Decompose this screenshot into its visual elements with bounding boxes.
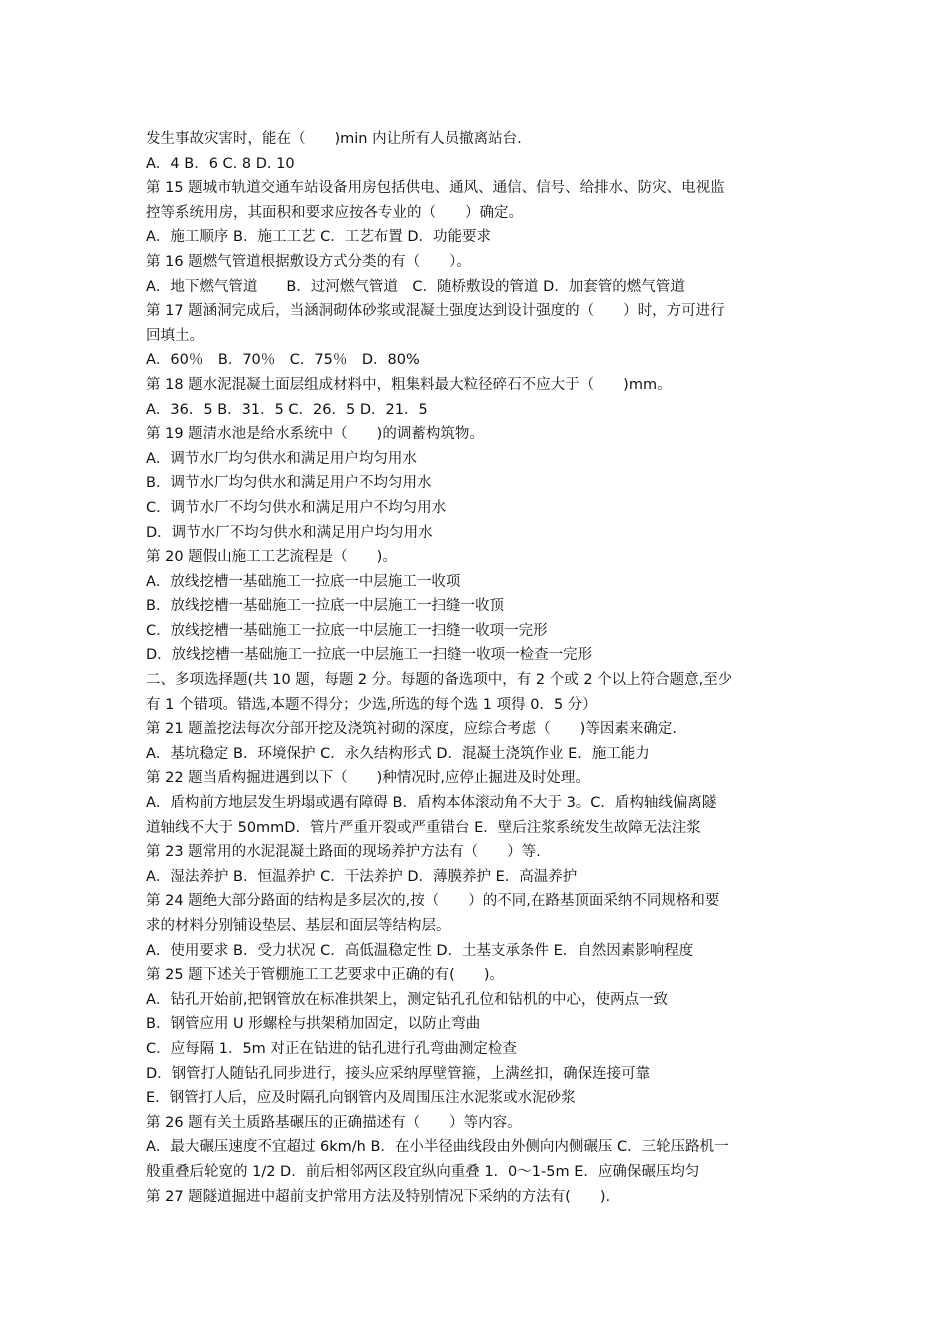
answer-option: C．应每隔 1．5m 对正在钻进的钻孔进行孔弯曲测定检查 <box>146 1040 517 1057</box>
answer-option: D．调节水厂不均匀供水和满足用户均匀用水 <box>146 524 433 541</box>
answer-options: 道轴线不大于 50mmD．管片严重开裂或严重错台 E．壁后注浆系统发生故障无法注浆 <box>146 819 701 836</box>
answer-options: A．湿法养护 B．恒温养护 C．干法养护 D．薄膜养护 E．高温养护 <box>146 868 578 885</box>
answer-options: A．4 B．6 C. 8 D. 10 <box>146 155 295 172</box>
text-line: 发生事故灾害时，能在（ )min 内让所有人员撤离站台. <box>146 131 522 147</box>
text-line: 控等系统用房，其面积和要求应按各专业的（ ）确定。 <box>146 204 523 221</box>
question-25: 第 25 题下述关于管棚施工工艺要求中正确的有( )。 <box>146 967 504 984</box>
question-27: 第 27 题隧道掘进中超前支护常用方法及特别情况下采纳的方法有( ). <box>146 1188 611 1205</box>
answer-option: A．调节水厂均匀供水和满足用户均匀用水 <box>146 450 417 467</box>
answer-options: A．盾构前方地层发生坍塌或遇有障碍 B．盾构本体滚动角不大于 3。C．盾构轴线偏离隧 <box>146 795 717 812</box>
question-18: 第 18 题水泥混凝土面层组成材料中，粗集料最大粒径碎石不应大于（ )mm。 <box>146 376 672 393</box>
answer-options: A．36．5 B．31．5 C．26．5 D．21．5 <box>146 401 428 418</box>
answer-option: B．钢管应用 U 形螺栓与拱架稍加固定，以防止弯曲 <box>146 1016 481 1033</box>
question-19: 第 19 题清水池是给水系统中（ )的调蓄构筑物。 <box>146 426 484 443</box>
answer-option: E．钢管打人后，应及时隔孔向钢管内及周围压注水泥浆或水泥砂浆 <box>146 1090 576 1107</box>
answer-option: A．钻孔开始前,把钢管放在标准拱架上，测定钻孔孔位和钻机的中心，使两点一致 <box>146 991 669 1008</box>
answer-options: 般重叠后轮宽的 1/2 D．前后相邻两区段宜纵向重叠 1．0～1-5m E．应确保碾压均匀 <box>146 1163 700 1180</box>
question-20: 第 20 题假山施工工艺流程是（ )。 <box>146 549 397 566</box>
answer-options: A．施工顺序 B．施工工艺 C．工艺布置 D．功能要求 <box>146 229 491 246</box>
answer-options: A．使用要求 B．受力状况 C．高低温稳定性 D．土基支承条件 E．自然因素影响程度 <box>146 942 694 959</box>
answer-option: D．放线挖槽一基础施工一拉底一中层施工一扫缝一收项一检查一完形 <box>146 647 593 664</box>
answer-option: A．放线挖槽一基础施工一拉底一中层施工一收项 <box>146 573 461 590</box>
answer-option: C．调节水厂不均匀供水和满足用户不均匀用水 <box>146 499 447 516</box>
question-24: 第 24 题绝大部分路面的结构是多层次的,按（ ）的不同,在路基顶面采纳不同规格和要 <box>146 893 720 910</box>
answer-options: A．60％ B．70％ C．75％ D．80% <box>146 352 420 369</box>
answer-option: D．钢管打人随钻孔同步进行，接头应采纳厚壁管箍，上满丝扣，确保连接可靠 <box>146 1065 651 1082</box>
answer-options: A．基坑稳定 B．环境保护 C．永久结构形式 D．混凝土浇筑作业 E．施工能力 <box>146 745 650 762</box>
answer-option: B．放线挖槽一基础施工一拉底一中层施工一扫缝一收顶 <box>146 598 504 615</box>
answer-option: B．调节水厂均匀供水和满足用户不均匀用水 <box>146 475 432 492</box>
question-16: 第 16 题燃气管道根据敷设方式分类的有（ ）。 <box>146 253 471 270</box>
document-page <box>146 127 810 1209</box>
answer-options: A．地下燃气管道 B．过河燃气管道 C．随桥敷设的管道 D．加套管的燃气管道 <box>146 278 685 295</box>
question-17: 第 17 题涵洞完成后，当涵洞砌体砂浆或混凝土强度达到设计强度的（ ）时，方可进行 <box>146 303 725 320</box>
question-21: 第 21 题盖挖法每次分部开挖及浇筑衬砌的深度，应综合考虑（ )等因素来确定. <box>146 721 677 738</box>
question-22: 第 22 题当盾构掘进遇到以下（ )种情况时,应停止掘进及时处理。 <box>146 770 590 787</box>
question-26: 第 26 题有关土质路基碾压的正确描述有（ ）等内容。 <box>146 1114 522 1131</box>
section-heading: 二、多项选择题(共 10 题，每题 2 分。每题的备选项中，有 2 个或 2 个以上符合题意,至少 <box>146 672 733 689</box>
answer-option: C．放线挖槽一基础施工一拉底一中层施工一扫缝一收项一完形 <box>146 622 548 639</box>
section-heading: 有 1 个错项。错选,本题不得分；少选,所选的每个选 1 项得 0．5 分） <box>146 696 597 713</box>
text-line: 回填土。 <box>146 327 204 344</box>
text-line: 求的材料分别铺设垫层、基层和面层等结构层。 <box>146 918 451 934</box>
answer-options: A．最大碾压速度不宜超过 6km/h B．在小半径曲线段由外侧向内侧碾压 C．三轮压路机一 <box>146 1139 729 1156</box>
question-15: 第 15 题城市轨道交通车站设备用房包括供电、通风、通信、信号、给排水、防灾、电视监 <box>146 180 725 197</box>
question-23: 第 23 题常用的水泥混凝土路面的现场养护方法有（ ）等. <box>146 844 541 861</box>
